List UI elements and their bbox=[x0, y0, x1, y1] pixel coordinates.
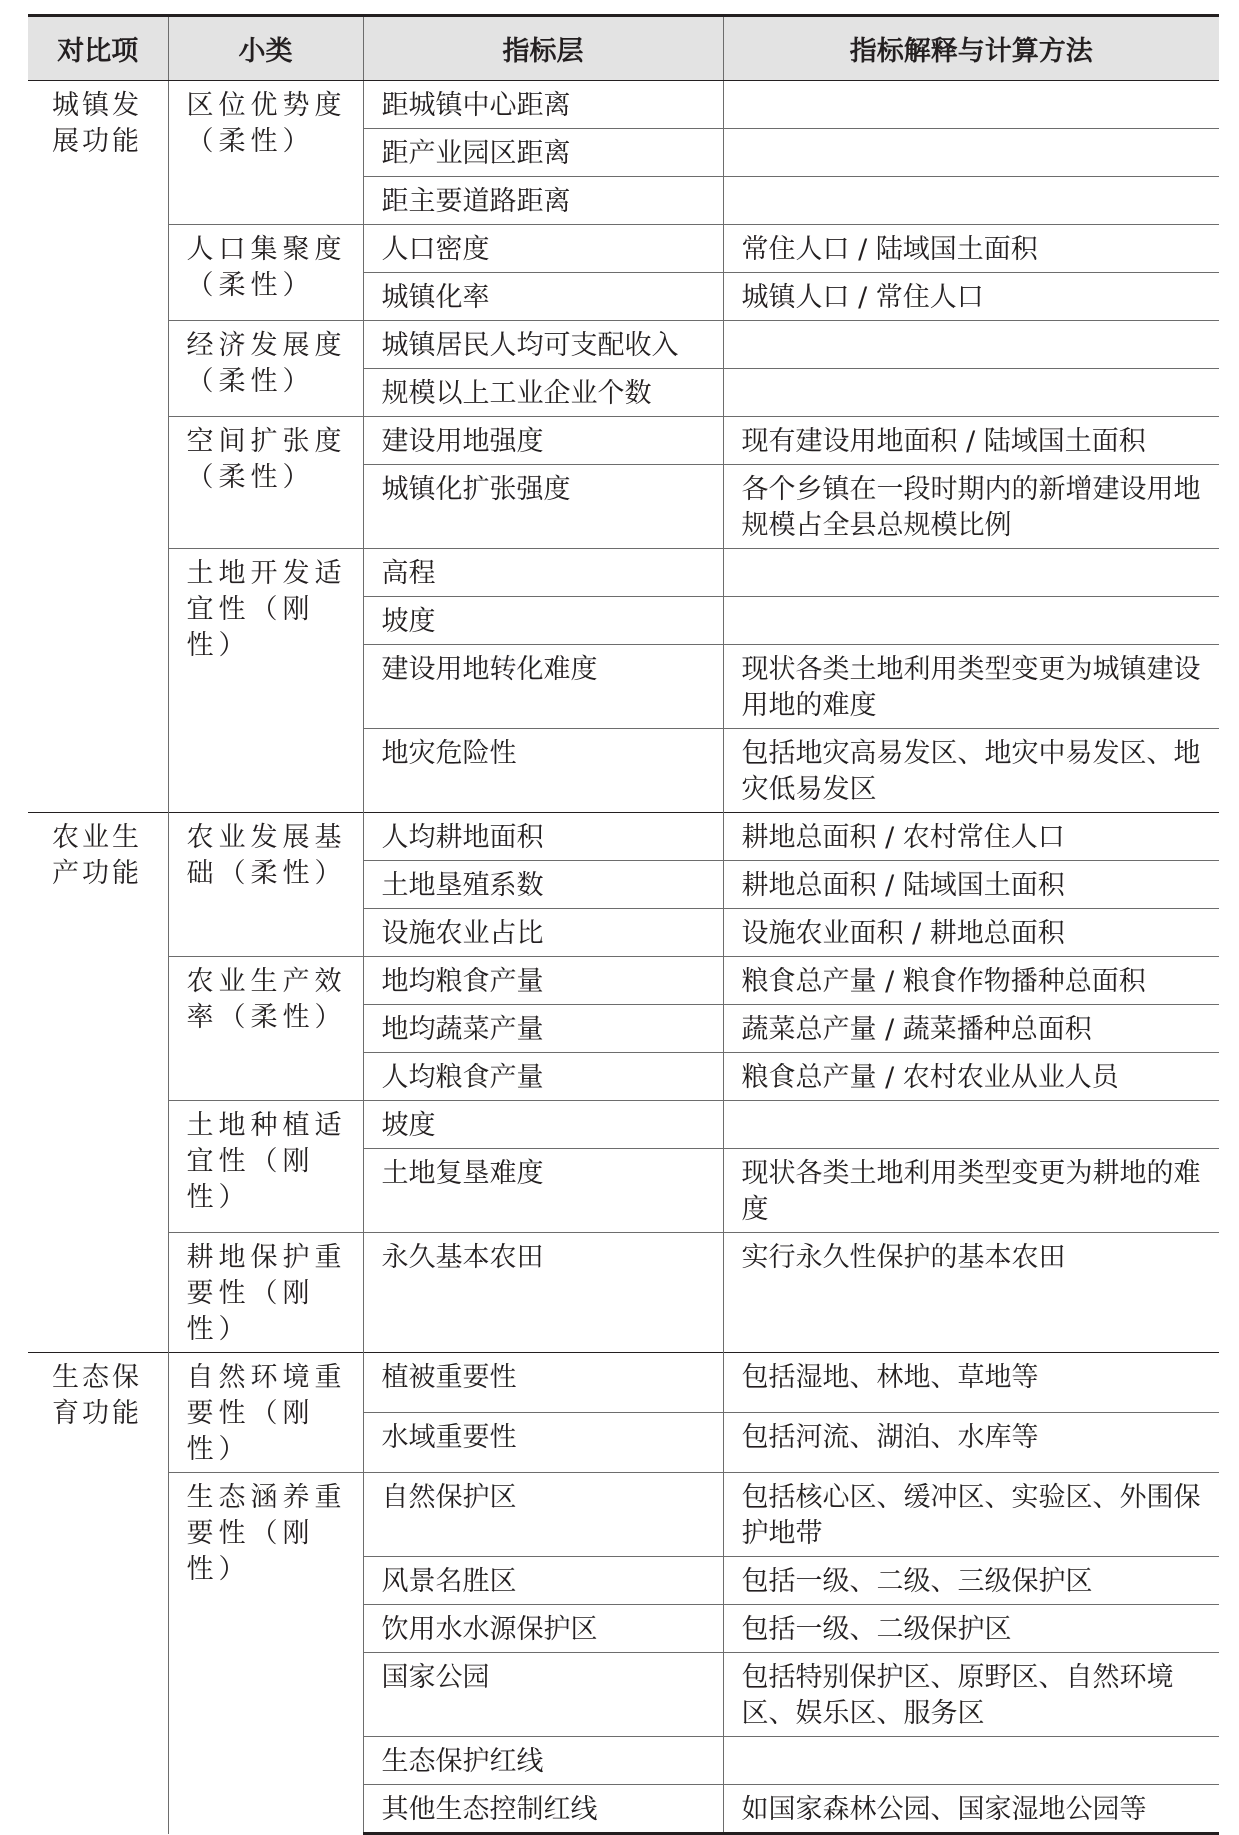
explanation-cell: 粮食总产量 / 粮食作物播种总面积 bbox=[723, 957, 1219, 1005]
indicator-table bbox=[28, 14, 1219, 1835]
header-indicator: 指标层 bbox=[363, 16, 723, 81]
explanation-cell: 现状各类土地利用类型变更为耕地的难度 bbox=[723, 1149, 1219, 1233]
indicator-cell: 建设用地转化难度 bbox=[363, 645, 723, 729]
explanation-cell: 现有建设用地面积 / 陆域国土面积 bbox=[723, 417, 1219, 465]
explanation-cell: 包括特别保护区、原野区、自然环境区、娱乐区、服务区 bbox=[723, 1653, 1219, 1737]
explanation-cell: 各个乡镇在一段时期内的新增建设用地规模占全县总规模比例 bbox=[723, 465, 1219, 549]
explanation-cell: 现状各类土地利用类型变更为城镇建设用地的难度 bbox=[723, 645, 1219, 729]
subcategory-cell: 区位优势度（柔性） bbox=[168, 81, 363, 225]
table-row bbox=[28, 549, 1219, 597]
explanation-cell: 包括一级、二级保护区 bbox=[723, 1605, 1219, 1653]
explanation-cell bbox=[723, 81, 1219, 129]
table-row bbox=[28, 1101, 1219, 1149]
explanation-cell: 常住人口 / 陆域国土面积 bbox=[723, 225, 1219, 273]
header-subcategory: 小类 bbox=[168, 16, 363, 81]
table-row bbox=[28, 957, 1219, 1005]
explanation-cell bbox=[723, 369, 1219, 417]
indicator-cell: 人口密度 bbox=[363, 225, 723, 273]
table-row bbox=[28, 81, 1219, 129]
indicator-cell: 设施农业占比 bbox=[363, 909, 723, 957]
subcategory-cell: 土地开发适宜性（刚性） bbox=[168, 549, 363, 813]
indicator-cell: 土地垦殖系数 bbox=[363, 861, 723, 909]
table-row bbox=[28, 417, 1219, 465]
indicator-cell: 城镇居民人均可支配收入 bbox=[363, 321, 723, 369]
indicator-cell: 地灾危险性 bbox=[363, 729, 723, 813]
indicator-cell: 其他生态控制红线 bbox=[363, 1785, 723, 1834]
indicator-cell: 风景名胜区 bbox=[363, 1557, 723, 1605]
indicator-cell: 坡度 bbox=[363, 597, 723, 645]
explanation-cell: 蔬菜总产量 / 蔬菜播种总面积 bbox=[723, 1005, 1219, 1053]
subcategory-cell: 人口集聚度（柔性） bbox=[168, 225, 363, 321]
indicator-cell: 建设用地强度 bbox=[363, 417, 723, 465]
table-row bbox=[28, 225, 1219, 273]
subcategory-cell: 农业生产效率（柔性） bbox=[168, 957, 363, 1101]
header-explanation: 指标解释与计算方法 bbox=[723, 16, 1219, 81]
table-row bbox=[28, 1233, 1219, 1353]
subcategory-cell: 生态涵养重要性（刚性） bbox=[168, 1473, 363, 1834]
subcategory-cell: 耕地保护重要性（刚性） bbox=[168, 1233, 363, 1353]
indicator-cell: 植被重要性 bbox=[363, 1353, 723, 1413]
explanation-cell bbox=[723, 1101, 1219, 1149]
table-row bbox=[28, 813, 1219, 861]
header-category: 对比项 bbox=[28, 16, 168, 81]
explanation-cell bbox=[723, 321, 1219, 369]
table-body bbox=[28, 81, 1219, 1834]
category-cell: 农业生产功能 bbox=[28, 813, 168, 1353]
indicator-cell: 自然保护区 bbox=[363, 1473, 723, 1557]
explanation-cell: 包括河流、湖泊、水库等 bbox=[723, 1413, 1219, 1473]
indicator-cell: 永久基本农田 bbox=[363, 1233, 723, 1353]
explanation-cell bbox=[723, 597, 1219, 645]
category-cell: 城镇发展功能 bbox=[52, 90, 142, 157]
indicator-cell: 地均粮食产量 bbox=[363, 957, 723, 1005]
explanation-cell: 如国家森林公园、国家湿地公园等 bbox=[723, 1785, 1219, 1834]
indicator-cell: 国家公园 bbox=[363, 1653, 723, 1737]
indicator-cell: 高程 bbox=[363, 549, 723, 597]
subcategory-cell: 土地种植适宜性（刚性） bbox=[168, 1101, 363, 1233]
indicator-cell: 水域重要性 bbox=[363, 1413, 723, 1473]
indicator-cell: 地均蔬菜产量 bbox=[363, 1005, 723, 1053]
indicator-cell: 城镇化扩张强度 bbox=[363, 465, 723, 549]
indicator-cell: 饮用水水源保护区 bbox=[363, 1605, 723, 1653]
indicator-table-container bbox=[28, 14, 1219, 1835]
explanation-cell bbox=[723, 177, 1219, 225]
indicator-cell: 距主要道路距离 bbox=[363, 177, 723, 225]
explanation-cell: 包括地灾高易发区、地灾中易发区、地灾低易发区 bbox=[723, 729, 1219, 813]
explanation-cell: 粮食总产量 / 农村农业从业人员 bbox=[723, 1053, 1219, 1101]
indicator-cell: 生态保护红线 bbox=[363, 1737, 723, 1785]
table-row bbox=[28, 321, 1219, 369]
subcategory-cell: 自然环境重要性（刚性） bbox=[168, 1353, 363, 1473]
explanation-cell: 包括一级、二级、三级保护区 bbox=[723, 1557, 1219, 1605]
indicator-cell: 土地复垦难度 bbox=[363, 1149, 723, 1233]
category-cell: 生态保育功能 bbox=[28, 1353, 168, 1834]
table-row bbox=[28, 1353, 1219, 1413]
explanation-cell: 城镇人口 / 常住人口 bbox=[723, 273, 1219, 321]
indicator-cell: 城镇化率 bbox=[363, 273, 723, 321]
explanation-cell: 设施农业面积 / 耕地总面积 bbox=[723, 909, 1219, 957]
subcategory-cell: 经济发展度（柔性） bbox=[168, 321, 363, 417]
explanation-cell bbox=[723, 1737, 1219, 1785]
indicator-cell: 距产业园区距离 bbox=[363, 129, 723, 177]
explanation-cell: 耕地总面积 / 农村常住人口 bbox=[723, 813, 1219, 861]
explanation-cell bbox=[723, 549, 1219, 597]
subcategory-cell: 农业发展基础（柔性） bbox=[168, 813, 363, 957]
explanation-cell bbox=[723, 129, 1219, 177]
subcategory-cell: 空间扩张度（柔性） bbox=[168, 417, 363, 549]
explanation-cell: 包括核心区、缓冲区、实验区、外围保护地带 bbox=[723, 1473, 1219, 1557]
indicator-cell: 人均粮食产量 bbox=[363, 1053, 723, 1101]
indicator-cell: 人均耕地面积 bbox=[363, 813, 723, 861]
explanation-cell: 实行永久性保护的基本农田 bbox=[723, 1233, 1219, 1353]
indicator-cell: 坡度 bbox=[363, 1101, 723, 1149]
indicator-cell: 规模以上工业企业个数 bbox=[363, 369, 723, 417]
explanation-cell: 耕地总面积 / 陆域国土面积 bbox=[723, 861, 1219, 909]
table-header bbox=[28, 16, 1219, 81]
explanation-cell: 包括湿地、林地、草地等 bbox=[723, 1353, 1219, 1413]
table-row bbox=[28, 1473, 1219, 1557]
indicator-cell: 距城镇中心距离 bbox=[363, 81, 723, 129]
